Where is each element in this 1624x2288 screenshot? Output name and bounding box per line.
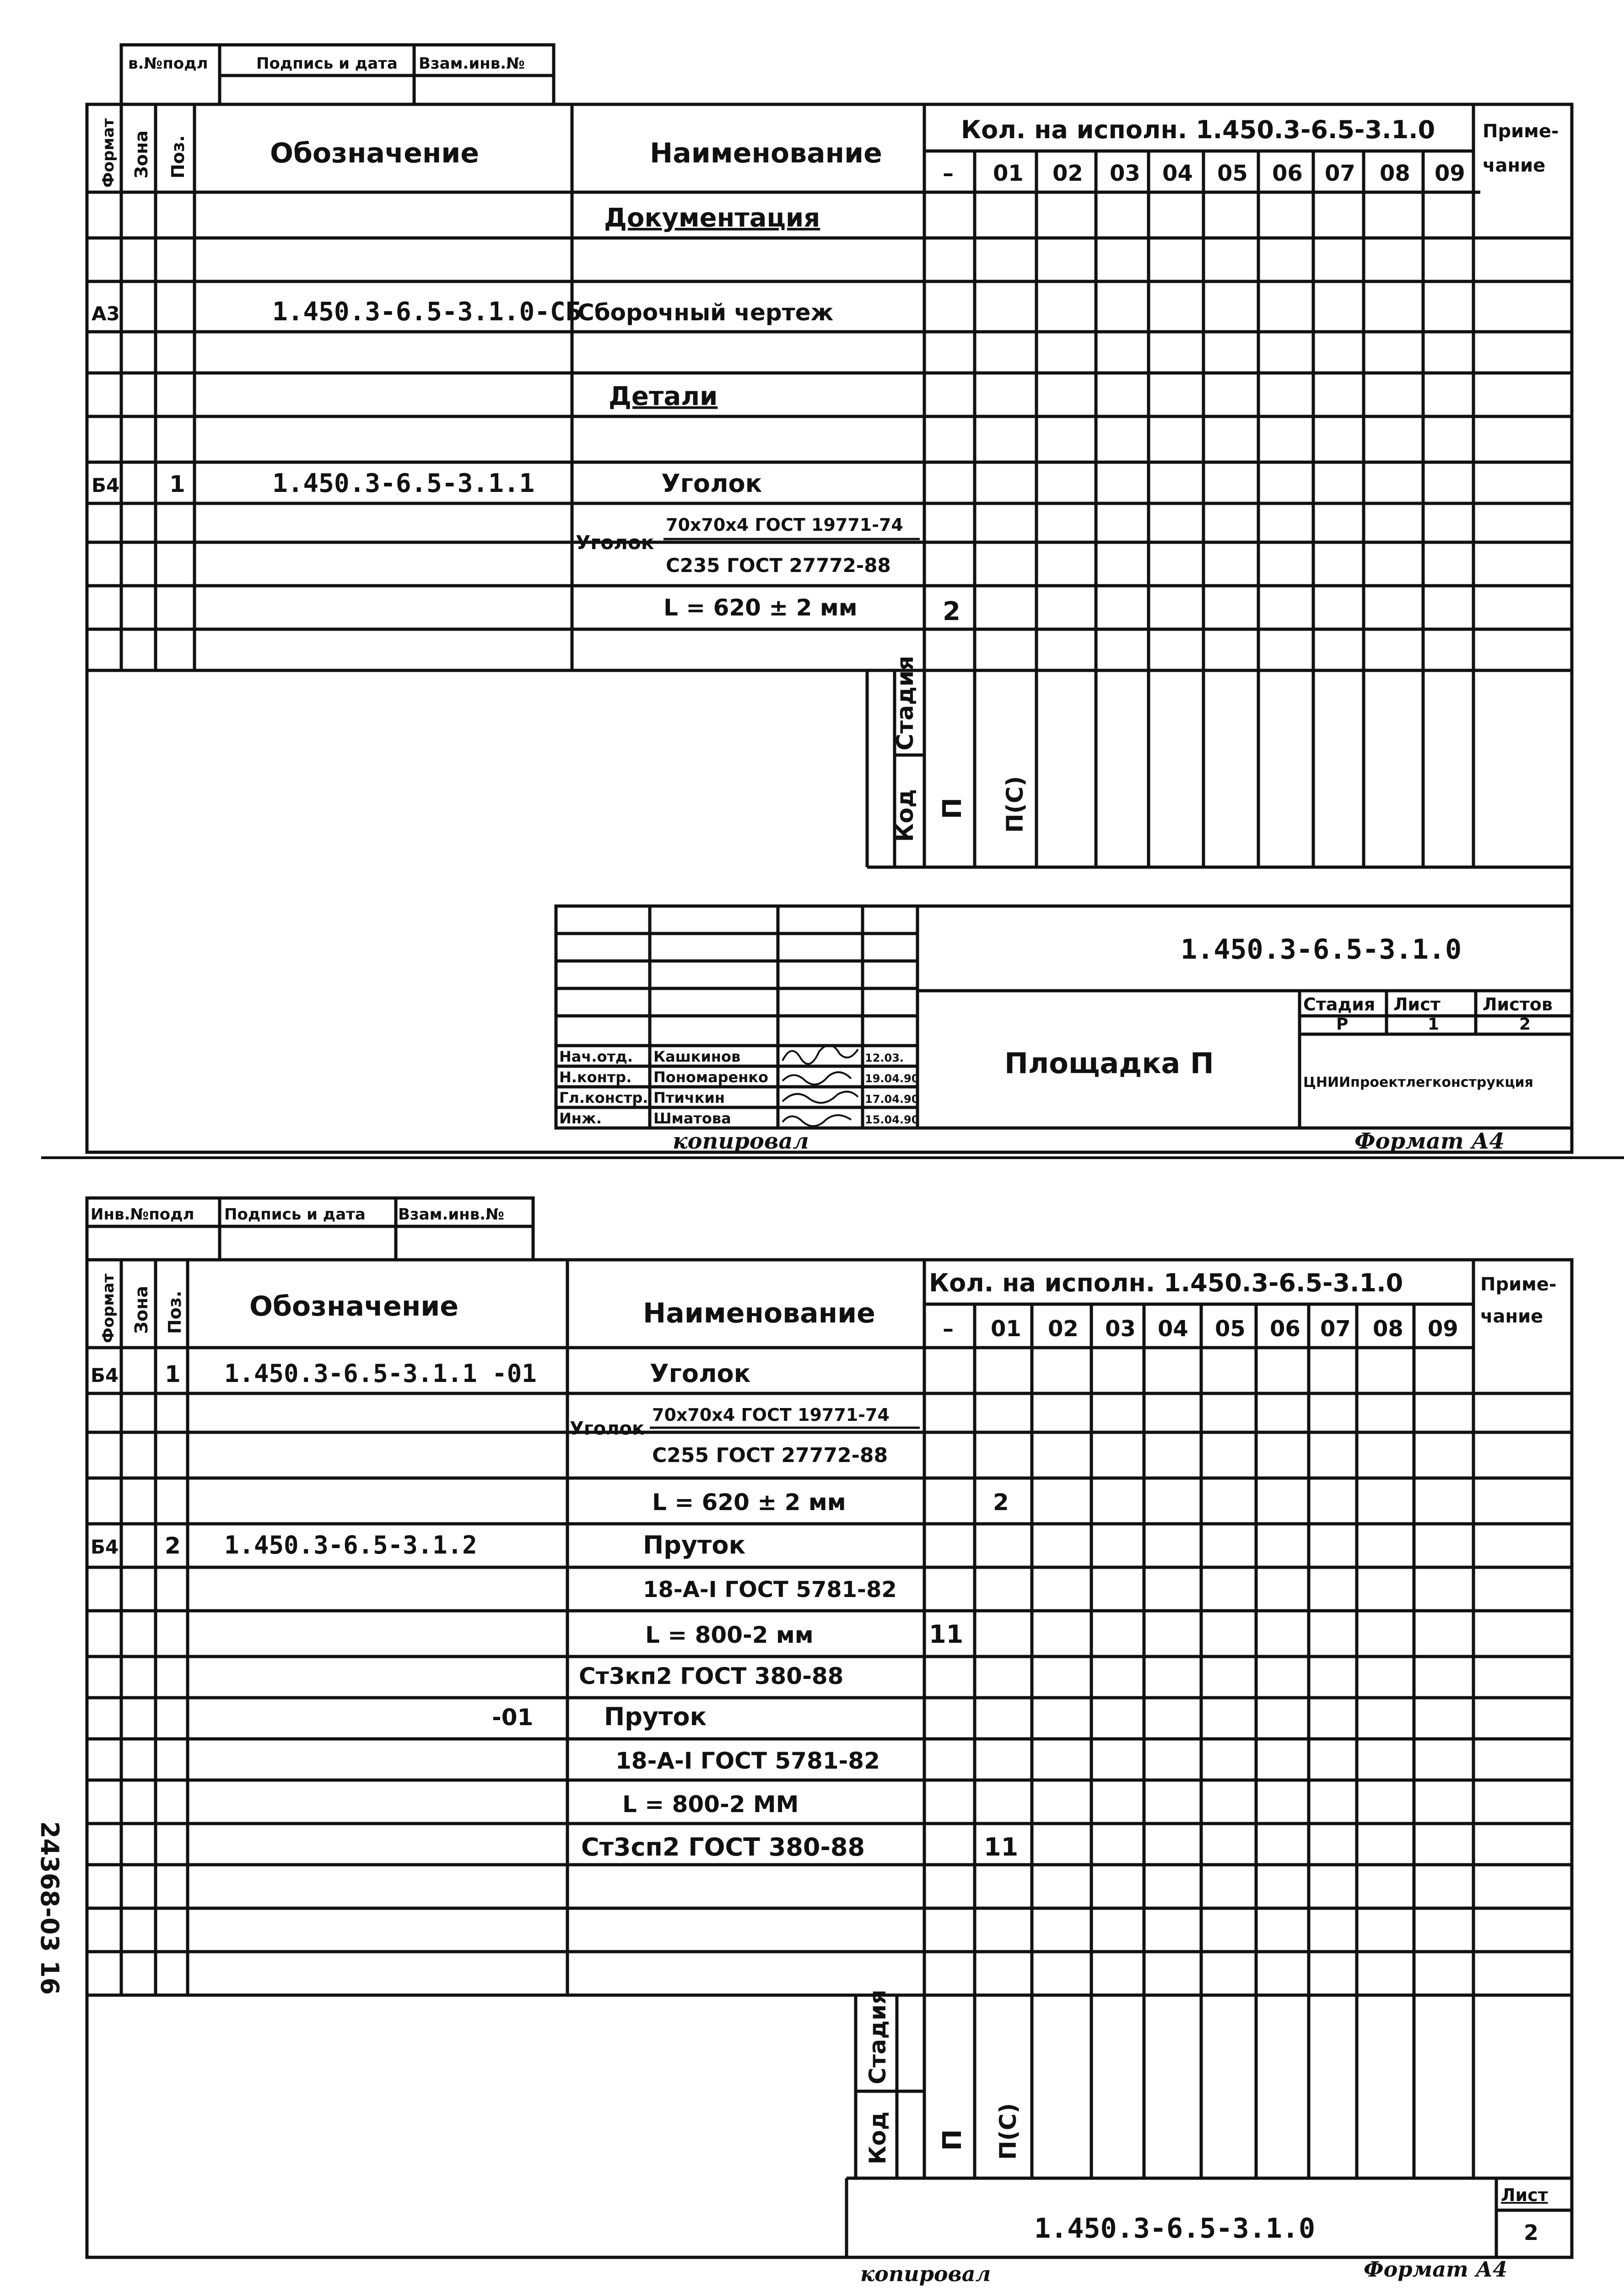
s1-tb-stadia-lbl: Стадия	[1303, 994, 1376, 1014]
s2-hdr-prim2: чание	[1480, 1306, 1543, 1327]
s1-sb-designation: 1.450.3-6.5-3.1.0-СБ	[272, 297, 581, 327]
s1-tb-listov-val: 2	[1519, 1015, 1531, 1034]
s2-side-number: 24368-03 16	[35, 1821, 64, 1995]
s2-ugolok-num: 70х70х4 ГОСТ 19771-74	[652, 1405, 890, 1425]
s2-col-5: 05	[1215, 1316, 1246, 1342]
s2-r1-length: L = 620 ± 2 мм	[652, 1489, 846, 1516]
s2-r2-spec: 18-А-I ГОСТ 5781-82	[643, 1577, 897, 1603]
s2-r3-qty: 11	[984, 1833, 1019, 1862]
s1-section-doc: Документация	[604, 203, 820, 233]
s1-stage-p: П	[938, 798, 967, 819]
s1-stadia-label: Стадия	[892, 656, 918, 750]
s1-a3-format: А3	[92, 302, 120, 325]
s1-person-1-name: Пономаренко	[653, 1068, 769, 1086]
s1-person-3-date: 15.04.90	[865, 1113, 919, 1126]
s1-r1-name: Уголок	[661, 469, 762, 498]
s1-person-2-role: Гл.констр.	[559, 1089, 648, 1106]
s1-ugolok-label: Уголок	[576, 531, 654, 554]
s2-tb-code: 1.450.3-6.5-3.1.0	[1034, 2212, 1316, 2245]
signature-4	[782, 1115, 851, 1126]
s2-tb-list-val: 2	[1524, 2220, 1539, 2245]
s1-tb-org: ЦНИИпроектлегконструкция	[1303, 1074, 1533, 1090]
s1-person-0-date: 12.03.	[865, 1052, 904, 1064]
signature-3	[782, 1092, 858, 1103]
s1-kopiroval: копировал	[673, 1128, 809, 1154]
s2-hdr-oboznachenie: Обозначение	[249, 1290, 459, 1322]
s1-tb-code: 1.450.3-6.5-3.1.0	[1181, 934, 1462, 966]
signature-2	[782, 1072, 851, 1085]
s2-stamp-inv: Инв.№подл	[91, 1205, 194, 1224]
s2-r2-length: L = 800-2 мм	[645, 1622, 814, 1648]
s2-r3-designation: -01	[492, 1704, 534, 1731]
s1-person-3-name: Шматова	[653, 1110, 731, 1127]
sheet2-text	[35, 1205, 1557, 2286]
s2-r2-mat: Ст3кп2 ГОСТ 380-88	[579, 1663, 844, 1689]
s2-col-7: 07	[1320, 1316, 1351, 1342]
s2-col-9: 09	[1428, 1316, 1458, 1342]
s1-col-3: 03	[1110, 161, 1140, 186]
s1-tb-name: Площадка П	[1004, 1047, 1214, 1080]
s2-col-3: 03	[1105, 1316, 1136, 1342]
s2-r1-designation: 1.450.3-6.5-3.1.1 -01	[224, 1359, 537, 1388]
s2-col-4: 04	[1158, 1316, 1188, 1342]
s1-person-1-date: 19.04.90	[865, 1072, 919, 1085]
s2-ugolok-label: Уголок	[570, 1418, 645, 1439]
s2-r2-name: Пруток	[643, 1531, 746, 1560]
s1-person-2-name: Птичкин	[653, 1089, 725, 1106]
s2-col-1: 01	[991, 1316, 1021, 1342]
s2-kod-label: Код	[864, 2111, 891, 2164]
s2-hdr-kol: Кол. на исполн. 1.450.3-6.5-3.1.0	[929, 1268, 1403, 1297]
s2-r2-qty: 11	[929, 1620, 964, 1649]
s2-r1-name: Уголок	[650, 1359, 751, 1388]
s2-r3-name: Пруток	[604, 1702, 707, 1731]
s1-hdr-oboznachenie: Обозначение	[270, 137, 480, 169]
s2-col-6: 06	[1270, 1316, 1300, 1342]
s1-format-a4: Формат А4	[1354, 1128, 1505, 1154]
s2-stage-pc: П(С)	[995, 2103, 1021, 2160]
s1-col-1: 01	[993, 161, 1024, 186]
sheet2-frame	[87, 1198, 1572, 2257]
s1-stamp-inv: в.№подл	[128, 54, 208, 73]
s2-kopiroval: копировал	[860, 2261, 991, 2286]
s2-hdr-format: Формат	[99, 1274, 118, 1343]
s1-person-0-role: Нач.отд.	[559, 1048, 633, 1065]
s1-person-3-role: Инж.	[559, 1110, 602, 1127]
s2-stamp-vzam: Взам.инв.№	[398, 1205, 504, 1224]
s1-ugolok-num: 70х70х4 ГОСТ 19771-74	[666, 515, 903, 535]
s1-hdr-kol: Кол. на исполн. 1.450.3-6.5-3.1.0	[961, 115, 1435, 144]
s2-stamp-podpis: Подпись и дата	[224, 1205, 366, 1224]
s1-stamp-podpis: Подпись и дата	[256, 54, 398, 73]
s2-r3-spec: 18-А-I ГОСТ 5781-82	[615, 1748, 880, 1774]
s2-col-2: 02	[1048, 1316, 1079, 1342]
s1-r1-pos: 1	[169, 471, 185, 497]
s2-hdr-poz: Поз.	[165, 1290, 185, 1334]
s1-hdr-format: Формат	[99, 118, 118, 188]
s2-r2-designation: 1.450.3-6.5-3.1.2	[224, 1531, 477, 1560]
s2-r3-mat: Ст3сп2 ГОСТ 380-88	[581, 1833, 865, 1862]
s1-tb-listov-lbl: Листов	[1483, 994, 1553, 1014]
s1-r1-designation: 1.450.3-6.5-3.1.1	[272, 469, 535, 498]
s1-tb-stadia-val: Р	[1336, 1015, 1349, 1034]
s1-ugolok-den: С235 ГОСТ 27772-88	[666, 554, 891, 577]
s1-stage-pc: П(С)	[1002, 776, 1028, 833]
s2-r2-format: Б4	[91, 1536, 119, 1558]
s2-col-0: –	[943, 1316, 954, 1342]
s1-section-det: Детали	[609, 382, 718, 411]
s2-r3-length: L = 800-2 ММ	[622, 1791, 799, 1818]
s1-col-2: 02	[1052, 161, 1083, 186]
s1-col-5: 05	[1217, 161, 1248, 186]
s2-r1-pos: 1	[165, 1361, 181, 1387]
s1-col-9: 09	[1435, 161, 1465, 186]
s1-sb-name: Сборочный чертеж	[577, 299, 834, 326]
s2-r1-format: Б4	[91, 1364, 119, 1387]
signature-1	[782, 1045, 858, 1064]
s1-person-2-date: 17.04.90	[865, 1093, 919, 1106]
s1-hdr-prim1: Приме-	[1483, 121, 1559, 142]
s1-r1-format: Б4	[92, 474, 120, 496]
s1-length: L = 620 ± 2 мм	[664, 594, 858, 621]
s2-col-8: 08	[1373, 1316, 1403, 1342]
s2-r2-pos: 2	[165, 1533, 181, 1559]
s1-hdr-naimenovanie: Наименование	[650, 137, 882, 169]
s1-col-0: –	[943, 161, 954, 186]
s1-qty: 2	[943, 597, 960, 626]
s2-hdr-naimenovanie: Наименование	[643, 1297, 875, 1329]
s1-stamp-vzam: Взам.инв.№	[419, 54, 525, 73]
s1-tb-list-lbl: Лист	[1393, 994, 1441, 1014]
s2-hdr-zona: Зона	[131, 1285, 151, 1334]
s1-kod-label: Код	[892, 789, 918, 842]
s1-col-8: 08	[1380, 161, 1410, 186]
s1-tb-list-val: 1	[1428, 1015, 1440, 1034]
s2-r1-qty: 2	[993, 1489, 1009, 1516]
s1-col-4: 04	[1162, 161, 1193, 186]
s2-tb-list-lbl: Лист	[1501, 2185, 1548, 2205]
s1-hdr-zona: Зона	[131, 130, 151, 178]
s2-format-a4: Формат А4	[1364, 2257, 1508, 2282]
s1-col-7: 07	[1325, 161, 1355, 186]
s1-hdr-poz: Поз.	[168, 135, 188, 178]
s1-col-6: 06	[1272, 161, 1303, 186]
s2-stadia-label: Стадия	[864, 1990, 891, 2084]
s1-person-1-role: Н.контр.	[559, 1068, 632, 1086]
s2-stage-p: П	[938, 2129, 967, 2151]
s2-ugolok-den: С255 ГОСТ 27772-88	[652, 1444, 888, 1467]
s2-hdr-prim1: Приме-	[1480, 1274, 1557, 1295]
s1-person-0-name: Кашкинов	[653, 1048, 741, 1065]
s1-hdr-prim2: чание	[1483, 155, 1546, 176]
